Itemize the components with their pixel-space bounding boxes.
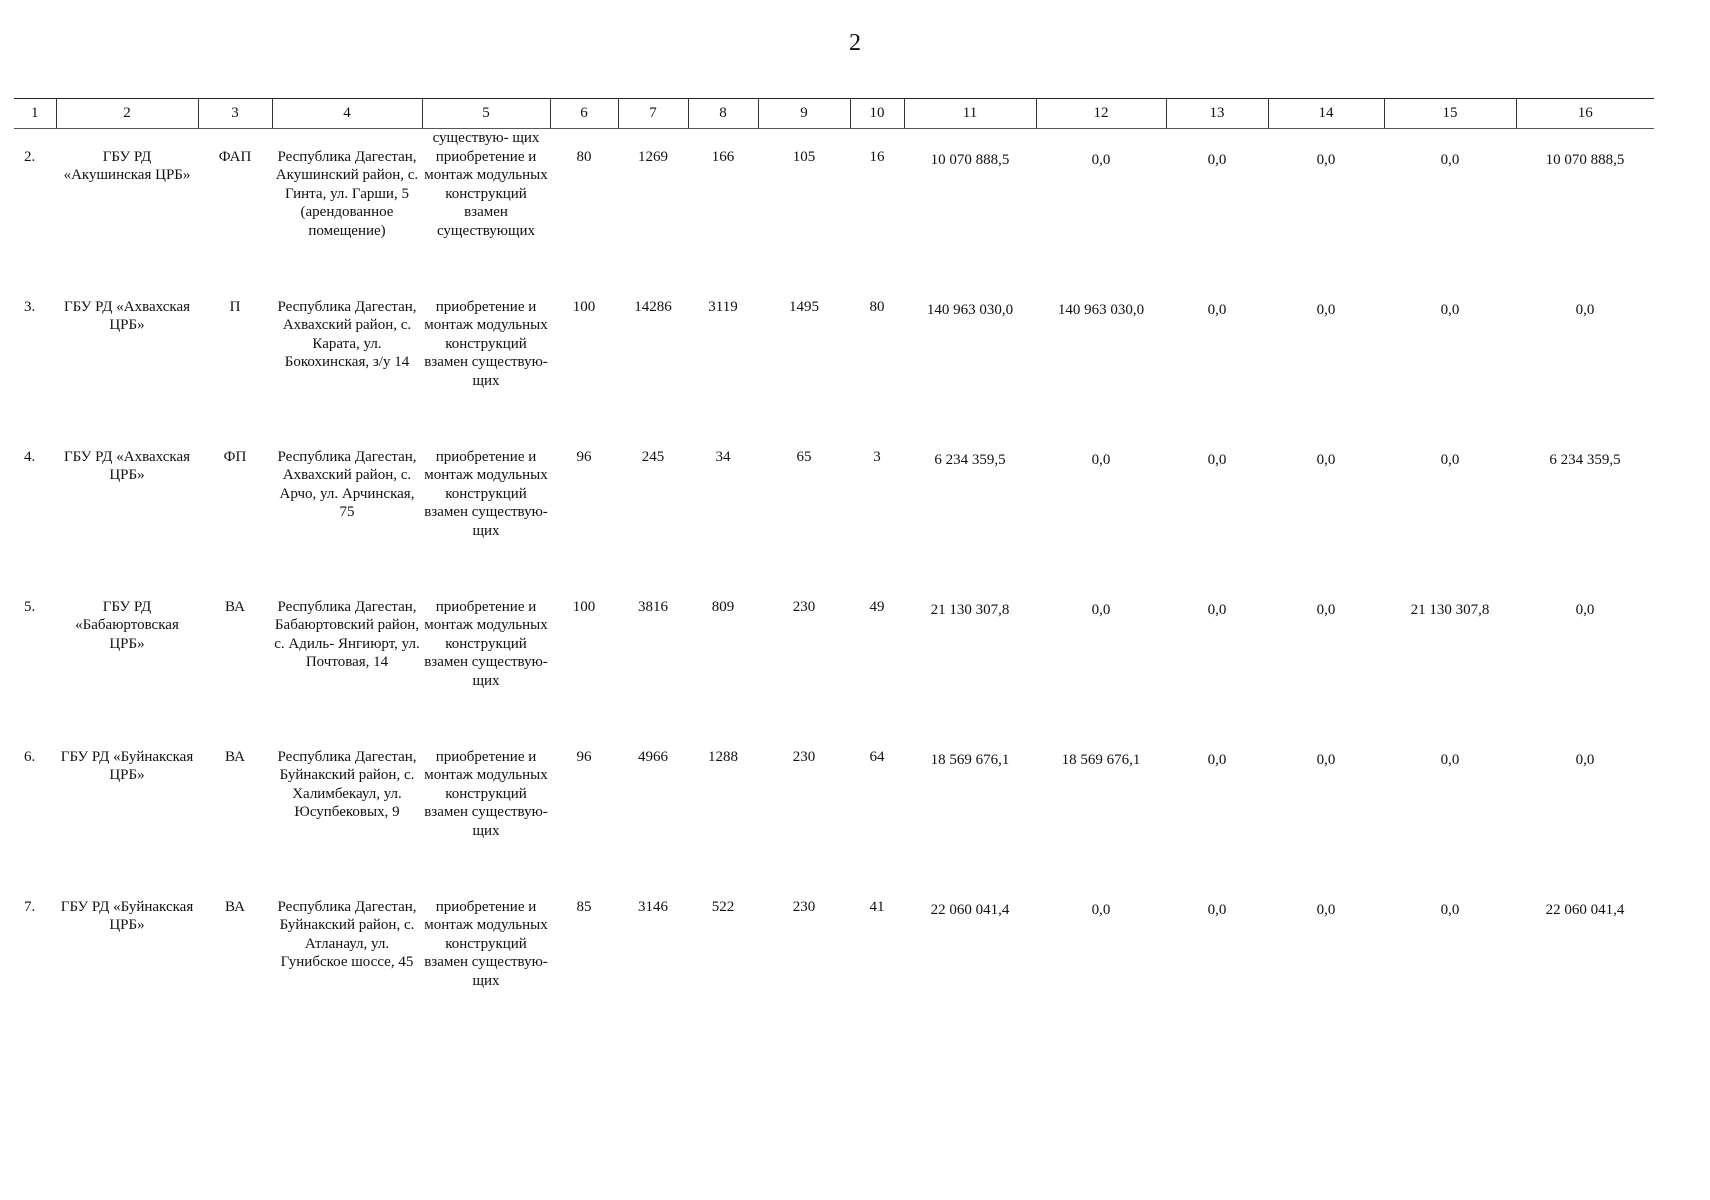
cell-10: 64 xyxy=(869,748,885,765)
col-header-13: 13 xyxy=(1166,99,1268,129)
address: Республика Дагестан, Ахвахский район, с. Карата, ул. Бокохинская, з/у 14 xyxy=(277,298,417,370)
page-number: 2 xyxy=(849,30,861,56)
col-header-8: 8 xyxy=(688,99,758,129)
table-row xyxy=(14,448,1654,598)
cell-16: 0,0 xyxy=(1575,601,1595,618)
row-number: 3. xyxy=(24,298,36,315)
cell-6: 96 xyxy=(576,448,592,465)
col-header-3: 3 xyxy=(198,99,272,129)
facility-type: ВА xyxy=(225,748,245,765)
continuation-text: существую- щих xyxy=(432,130,540,146)
cell-14: 0,0 xyxy=(1316,451,1336,468)
row-number: 5. xyxy=(24,598,36,615)
col-header-5: 5 xyxy=(422,99,550,129)
cell-15: 0,0 xyxy=(1440,151,1460,168)
cell-12: 140 963 030,0 xyxy=(1057,301,1145,318)
cell-12: 0,0 xyxy=(1091,151,1111,168)
col-header-2: 2 xyxy=(56,99,198,129)
cell-11: 18 569 676,1 xyxy=(930,751,1010,768)
cell-11: 140 963 030,0 xyxy=(926,301,1014,318)
cell-14: 0,0 xyxy=(1316,151,1336,168)
cell-9: 230 xyxy=(792,898,816,915)
cell-11: 6 234 359,5 xyxy=(934,451,1006,468)
cell-15: 0,0 xyxy=(1440,901,1460,918)
cell-15: 0,0 xyxy=(1440,451,1460,468)
cell-9: 230 xyxy=(792,748,816,765)
facility-type: П xyxy=(229,298,241,315)
cell-14: 0,0 xyxy=(1316,301,1336,318)
cell-10: 16 xyxy=(869,148,885,165)
action: приобретение и монтаж модульных конструкций взамен существую- щих xyxy=(424,298,548,389)
cell-16: 0,0 xyxy=(1575,751,1595,768)
cell-12: 0,0 xyxy=(1091,451,1111,468)
cell-6: 80 xyxy=(576,148,592,165)
cell-13: 0,0 xyxy=(1207,751,1227,768)
col-header-9: 9 xyxy=(758,99,850,129)
cell-6: 100 xyxy=(572,598,596,615)
address: Республика Дагестан, Буйнакский район, с. Атланаул, ул. Гунибское шоссе, 45 xyxy=(277,898,417,970)
cell-8: 522 xyxy=(711,898,735,915)
cell-15: 21 130 307,8 xyxy=(1410,601,1490,618)
cell-12: 0,0 xyxy=(1091,601,1111,618)
col-header-1: 1 xyxy=(14,99,56,129)
cell-15: 0,0 xyxy=(1440,751,1460,768)
facility-type: ВА xyxy=(225,598,245,615)
cell-13: 0,0 xyxy=(1207,901,1227,918)
cell-13: 0,0 xyxy=(1207,601,1227,618)
cell-9: 1495 xyxy=(789,298,819,315)
cell-10: 49 xyxy=(869,598,885,615)
cell-7: 1269 xyxy=(638,148,668,165)
row-number: 6. xyxy=(24,748,36,765)
column-number-row xyxy=(14,99,1654,129)
cell-15: 0,0 xyxy=(1440,301,1460,318)
cell-10: 80 xyxy=(869,298,885,315)
organization: ГБУ РД «Ахвахская ЦРБ» xyxy=(63,298,191,333)
table-row xyxy=(14,598,1654,748)
action: приобретение и монтаж модульных конструкций взамен существую- щих xyxy=(424,448,548,539)
cell-12: 18 569 676,1 xyxy=(1061,751,1141,768)
col-header-7: 7 xyxy=(618,99,688,129)
cell-7: 14286 xyxy=(634,298,672,315)
table-row xyxy=(14,748,1654,898)
table-row xyxy=(14,898,1654,1048)
cell-11: 22 060 041,4 xyxy=(930,901,1010,918)
action: приобретение и монтаж модульных конструкций взамен существую- щих xyxy=(424,598,548,689)
col-header-12: 12 xyxy=(1036,99,1166,129)
organization: ГБУ РД «Буйнакская ЦРБ» xyxy=(60,898,194,933)
address: Республика Дагестан, Ахвахский район, с. Арчо, ул. Арчинская, 75 xyxy=(277,448,417,520)
table-row xyxy=(14,298,1654,448)
cell-13: 0,0 xyxy=(1207,151,1227,168)
cell-6: 100 xyxy=(572,298,596,315)
col-header-6: 6 xyxy=(550,99,618,129)
row-number: 2. xyxy=(24,148,36,165)
facility-type: ФП xyxy=(223,448,247,465)
action: приобретение и монтаж модульных конструкций взамен существую- щих xyxy=(424,898,548,989)
col-header-10: 10 xyxy=(850,99,904,129)
cell-11: 10 070 888,5 xyxy=(930,151,1010,168)
col-header-15: 15 xyxy=(1384,99,1516,129)
cell-8: 1288 xyxy=(708,748,738,765)
cell-8: 166 xyxy=(711,148,735,165)
address: Республика Дагестан, Акушинский район, с. Гинта, ул. Гарши, 5 (арендованное помещение) xyxy=(275,148,419,239)
facility-type: ВА xyxy=(225,898,245,915)
action: приобретение и монтаж модульных конструкций взамен существую- щих xyxy=(424,748,548,839)
cell-6: 85 xyxy=(576,898,592,915)
cell-16: 0,0 xyxy=(1575,301,1595,318)
col-header-16: 16 xyxy=(1516,99,1654,129)
cell-8: 3119 xyxy=(708,298,738,315)
col-header-11: 11 xyxy=(904,99,1036,129)
address: Республика Дагестан, Бабаюртовский район, с. Адиль- Янгиюрт, ул. Почтовая, 14 xyxy=(274,598,420,670)
cell-14: 0,0 xyxy=(1316,751,1336,768)
col-header-4: 4 xyxy=(272,99,422,129)
row-number: 4. xyxy=(24,448,36,465)
cell-10: 3 xyxy=(873,448,881,465)
cell-11: 21 130 307,8 xyxy=(930,601,1010,618)
cell-7: 3146 xyxy=(638,898,668,915)
cell-9: 105 xyxy=(792,148,816,165)
cell-14: 0,0 xyxy=(1316,901,1336,918)
address: Республика Дагестан, Буйнакский район, с. Халимбекаул, ул. Юсупбековых, 9 xyxy=(277,748,417,820)
cell-8: 809 xyxy=(711,598,735,615)
action: приобретение и монтаж модульных конструкций взамен существующих xyxy=(424,148,548,239)
cell-6: 96 xyxy=(576,748,592,765)
cell-16: 22 060 041,4 xyxy=(1545,901,1625,918)
organization: ГБУ РД «Буйнакская ЦРБ» xyxy=(60,748,194,783)
cell-7: 245 xyxy=(641,448,665,465)
cell-9: 65 xyxy=(796,448,812,465)
continuation-row xyxy=(14,129,1654,148)
organization: ГБУ РД «Ахвахская ЦРБ» xyxy=(63,448,191,483)
cell-16: 10 070 888,5 xyxy=(1545,151,1625,168)
cell-13: 0,0 xyxy=(1207,301,1227,318)
cell-12: 0,0 xyxy=(1091,901,1111,918)
col-header-14: 14 xyxy=(1268,99,1384,129)
cell-16: 6 234 359,5 xyxy=(1549,451,1621,468)
table-row xyxy=(14,148,1654,298)
cell-13: 0,0 xyxy=(1207,451,1227,468)
facility-type: ФАП xyxy=(218,148,252,165)
cell-7: 3816 xyxy=(638,598,668,615)
organization: ГБУ РД «Бабаюртовская ЦРБ» xyxy=(75,598,179,652)
document-table xyxy=(14,98,1654,1048)
cell-9: 230 xyxy=(792,598,816,615)
cell-7: 4966 xyxy=(638,748,668,765)
organization: ГБУ РД «Акушинская ЦРБ» xyxy=(63,148,191,183)
cell-8: 34 xyxy=(715,448,731,465)
row-number: 7. xyxy=(24,898,36,915)
cell-14: 0,0 xyxy=(1316,601,1336,618)
cell-10: 41 xyxy=(869,898,885,915)
